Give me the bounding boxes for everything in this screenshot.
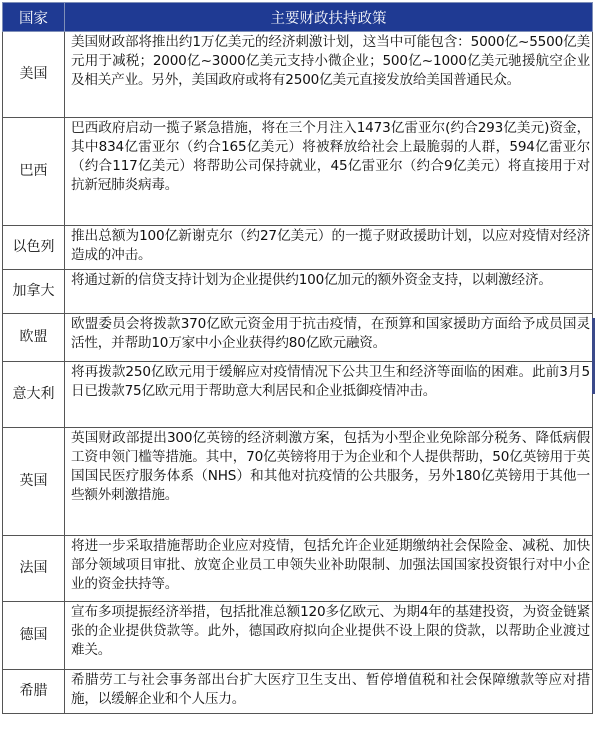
table-row	[3, 32, 593, 118]
header-policy: 主要财政扶持政策	[65, 3, 593, 32]
country-cell: 希腊	[3, 670, 65, 714]
country-cell: 欧盟	[3, 314, 65, 362]
policy-cell: 欧盟委员会将拨款370亿欧元资金用于抗击疫情，在预算和国家援助方面给予成员国灵活性，并帮助10万家中小企业获得约80亿欧元融资。	[65, 314, 593, 362]
policy-cell: 英国财政部提出300亿英镑的经济刺激方案，包括为小型企业免除部分税务、降低病假工资申领门槛等措施。其中，70亿英镑将用于为企业和个人提供帮助，50亿英镑用于英国国民医疗服务体系（NHS）和其他对抗疫情的公共服务，另外180亿英镑用于其他一些额外刺激措施。	[65, 428, 593, 536]
table-row	[3, 362, 593, 428]
country-cell: 美国	[3, 32, 65, 118]
table-row	[3, 536, 593, 602]
table-row	[3, 428, 593, 536]
table-row	[3, 226, 593, 270]
country-cell: 英国	[3, 428, 65, 536]
country-cell: 加拿大	[3, 270, 65, 314]
policy-cell: 宣布多项提振经济举措，包括批准总额120多亿欧元、为期4年的基建投资，为资金链紧张的企业提供贷款等。此外，德国政府拟向企业提供不设上限的贷款，以帮助企业渡过难关。	[65, 602, 593, 670]
policy-cell: 将再拨款250亿欧元用于缓解应对疫情情况下公共卫生和经济等面临的困难。此前3月5日已拨款75亿欧元用于帮助意大利居民和企业抵御疫情冲击。	[65, 362, 593, 428]
table-header-row	[3, 3, 593, 32]
table-row	[3, 314, 593, 362]
country-cell: 意大利	[3, 362, 65, 428]
country-cell: 以色列	[3, 226, 65, 270]
fiscal-policy-table	[2, 2, 593, 714]
policy-cell: 将进一步采取措施帮助企业应对疫情，包括允许企业延期缴纳社会保险金、减税、加快部分领域项目审批、放宽企业员工申领失业补助限制、加强法国国家投资银行对中小企业的资金扶持等。	[65, 536, 593, 602]
table-row	[3, 670, 593, 714]
policy-cell: 巴西政府启动一揽子紧急措施，将在三个月注入1473亿雷亚尔(约合293亿美元)资金，其中834亿雷亚尔（约合165亿美元）将被释放给社会上最脆弱的人群，594亿雷亚尔（约合117亿美元）将帮助公司保持就业，45亿雷亚尔（约合9亿美元）将直接用于对抗新冠肺炎病毒。	[65, 118, 593, 226]
table-row	[3, 118, 593, 226]
policy-cell: 美国财政部将推出约1万亿美元的经济刺激计划，这当中可能包含：5000亿~5500亿美元用于减税；2000亿~3000亿美元支持小微企业；500亿~1000亿美元驰援航空企业及相关产业。另外，美国政府或将有2500亿美元直接发放给美国普通民众。	[65, 32, 593, 118]
country-cell: 德国	[3, 602, 65, 670]
country-cell: 法国	[3, 536, 65, 602]
policy-cell: 希腊劳工与社会事务部出台扩大医疗卫生支出、暂停增值税和社会保障缴款等应对措施，以缓解企业和个人压力。	[65, 670, 593, 714]
policy-cell: 推出总额为100亿新谢克尔（约27亿美元）的一揽子财政援助计划，以应对疫情对经济造成的冲击。	[65, 226, 593, 270]
table-row	[3, 602, 593, 670]
policy-cell: 将通过新的信贷支持计划为企业提供约100亿加元的额外资金支持，以刺激经济。	[65, 270, 593, 314]
header-country: 国家	[3, 3, 65, 32]
table-row	[3, 270, 593, 314]
country-cell: 巴西	[3, 118, 65, 226]
